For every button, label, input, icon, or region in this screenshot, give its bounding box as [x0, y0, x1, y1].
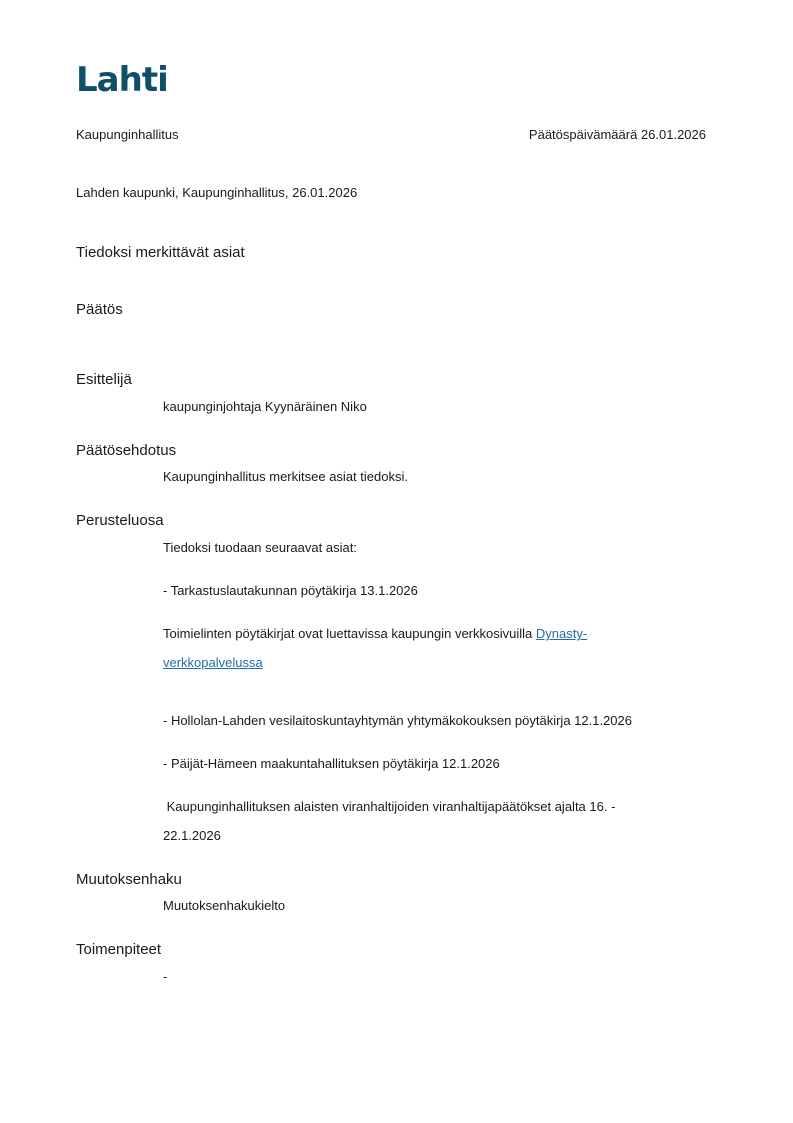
- perusteluosa-heading: Perusteluosa: [76, 512, 164, 529]
- organ-name: Kaupunginhallitus: [76, 127, 179, 142]
- dynasty-link-part1[interactable]: Dynasty-: [535, 626, 588, 641]
- esittelija-text: kaupunginjohtaja Kyynäräinen Niko: [163, 399, 367, 414]
- note-text: Toimielinten pöytäkirjat ovat luettavissa kaupungin verkkosivuilla: [163, 626, 536, 641]
- muutoksenhaku-text: Muutoksenhakukielto: [163, 898, 286, 913]
- perusteluosa-intro: Tiedoksi tuodaan seuraavat asiat:: [163, 540, 357, 555]
- dynasty-link-part2[interactable]: verkkopalvelussa: [163, 655, 263, 670]
- paatosehdotus-heading: Päätösehdotus: [76, 442, 177, 459]
- list-item-viranhaltijapaatokset-line1: Kaupunginhallituksen alaisten viranhaltijoiden viranhaltijapäätökset ajalta 16. -: [163, 799, 616, 814]
- list-item-viranhaltijapaatokset-line2: 22.1.2026: [163, 828, 221, 843]
- list-item-tarkastuslautakunta: - Tarkastuslautakunnan pöytäkirja 13.1.2026: [163, 583, 418, 598]
- esittelija-heading: Esittelijä: [76, 371, 132, 388]
- list-item-vesilaitos: - Hollolan-Lahden vesilaitoskuntayhtymän yhtymäkokouksen pöytäkirja 12.1.2026: [163, 713, 632, 728]
- dynasty-link-line2: [163, 654, 263, 672]
- paatosehdotus-text: Kaupunginhallitus merkitsee asiat tiedoksi.: [163, 469, 408, 484]
- toimenpiteet-heading: Toimenpiteet: [76, 941, 162, 958]
- list-item-maakuntahallitus: - Päijät-Hämeen maakuntahallituksen pöytäkirja 12.1.2026: [163, 756, 500, 771]
- note-line: [163, 625, 587, 643]
- paatos-heading: Päätös: [76, 301, 123, 318]
- muutoksenhaku-heading: Muutoksenhaku: [76, 871, 182, 888]
- page-title: Tiedoksi merkittävät asiat: [76, 244, 245, 261]
- toimenpiteet-text: -: [163, 969, 168, 984]
- decision-date: Päätöspäivämäärä 26.01.2026: [528, 127, 706, 142]
- lahti-logo: Lahti: [76, 60, 168, 100]
- meeting-line: Lahden kaupunki, Kaupunginhallitus, 26.01.2026: [76, 185, 358, 200]
